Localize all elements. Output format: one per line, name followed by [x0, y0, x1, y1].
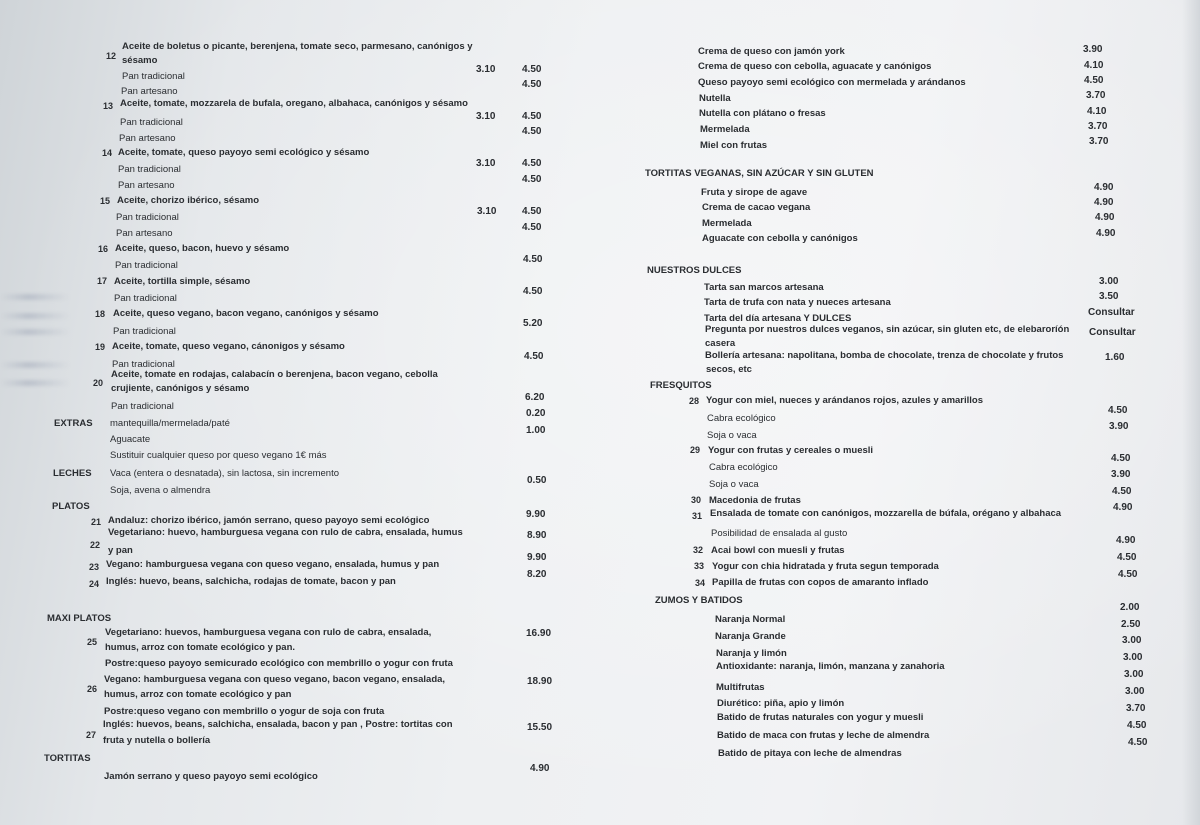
price: 4.90: [1096, 228, 1116, 239]
item-number: 31: [692, 511, 703, 521]
item-description: Aceite, tomate, mozzarela de bufala, oregano, albahaca, canónigos y sésamo: [120, 98, 468, 109]
price: 9.90: [526, 509, 546, 520]
price: 3.10: [476, 158, 496, 169]
item-description: Macedonia de frutas: [709, 495, 801, 506]
price: 4.50: [1111, 453, 1131, 464]
section-heading-leches: LECHES: [53, 468, 92, 479]
item-description: Aceite, queso vegano, bacon vegano, canónigos y sésamo: [113, 308, 379, 319]
bread-option: Pan artesano: [119, 133, 176, 144]
item-number: 21: [91, 517, 102, 527]
price: 4.90: [530, 763, 550, 774]
price: 4.50: [1084, 75, 1104, 86]
item-description: Mermelada: [700, 124, 750, 135]
bread-option: Pan tradicional: [116, 212, 179, 223]
price: 3.00: [1099, 276, 1119, 287]
item-description: Yogur con miel, nueces y arándanos rojos, azules y amarillos: [706, 395, 984, 406]
item-description: Naranja Normal: [715, 614, 786, 625]
section-heading-zumos-batidos: ZUMOS Y BATIDOS: [655, 595, 743, 606]
bread-option: Pan tradicional: [113, 326, 176, 337]
bread-option: Pan tradicional: [115, 260, 178, 271]
price: 9.90: [527, 552, 547, 563]
item-number: 30: [691, 495, 702, 505]
price: 4.50: [1118, 569, 1138, 580]
price: 4.50: [1117, 552, 1137, 563]
price: 3.90: [1109, 421, 1129, 432]
item-number: 34: [695, 578, 706, 588]
item-description: Antioxidante: naranja, limón, manzana y zanahoria: [716, 661, 945, 672]
bread-option: Pan tradicional: [111, 401, 174, 412]
item-description: Aceite de boletus o picante, berenjena, tomate seco, parmesano, canónigos y: [122, 41, 473, 52]
item-description: Papilla de frutas con copos de amaranto inflado: [712, 577, 929, 588]
price: 15.50: [527, 722, 553, 733]
item-description: secos, etc: [706, 364, 752, 375]
item-description: Yogur con chia hidratada y fruta segun temporada: [712, 561, 939, 572]
item-description: Vegano: hamburguesa vegana con queso vegano, bacon vegano, ensalada,: [104, 674, 446, 685]
price: 5.20: [523, 318, 543, 329]
item-number: 12: [106, 51, 117, 61]
item-description: Nutella: [699, 93, 731, 104]
item-description: Andaluz: chorizo ibérico, jamón serrano, queso payoyo semi ecológico: [108, 515, 430, 526]
item-description: Batido de maca con frutas y leche de almendra: [717, 730, 930, 741]
bread-option: Pan tradicional: [114, 293, 177, 304]
price: 4.50: [522, 64, 542, 75]
price: 2.00: [1120, 602, 1140, 613]
bleed-through-mark: [0, 362, 70, 368]
price: 3.00: [1123, 652, 1143, 663]
bleed-through-mark: [0, 294, 70, 300]
price: 4.90: [1094, 197, 1114, 208]
item-description: Crema de queso con jamón york: [698, 46, 845, 57]
item-number: 20: [93, 378, 104, 388]
item-description: Vegetariano: huevo, hamburguesa vegana con rulo de cabra, ensalada, humus: [108, 527, 463, 538]
item-number: 15: [100, 196, 111, 206]
item-description: Yogur con frutas y cereales o muesli: [708, 445, 874, 456]
item-description: Batido de pitaya con leche de almendras: [718, 748, 902, 759]
item-description: y pan: [108, 545, 133, 556]
section-heading-extras: EXTRAS: [54, 418, 93, 429]
item-number: 17: [97, 276, 108, 286]
bread-option: Pan tradicional: [120, 117, 183, 128]
milk-option: Vaca (entera o desnatada), sin lactosa, sin incremento: [110, 468, 340, 479]
price: 4.50: [522, 126, 542, 137]
item-description: Queso payoyo semi ecológico con mermelada y arándanos: [698, 77, 966, 88]
milk-option: Soja, avena o almendra: [110, 485, 211, 496]
price: 4.90: [1116, 535, 1136, 546]
item-description: Naranja y limón: [716, 648, 787, 659]
price: 4.50: [1112, 486, 1132, 497]
sub-option: Cabra ecológico: [707, 413, 776, 424]
item-number: 22: [90, 540, 101, 550]
item-number: 24: [89, 579, 100, 589]
price: 4.50: [523, 286, 543, 297]
item-description: casera: [705, 338, 736, 349]
item-description: sésamo: [122, 55, 158, 66]
price: 18.90: [527, 676, 553, 687]
item-description: Mermelada: [702, 218, 752, 229]
price: 4.50: [522, 174, 542, 185]
price: 0.20: [526, 408, 546, 419]
item-description: Crema de queso con cebolla, aguacate y canónigos: [698, 61, 932, 72]
price: 3.00: [1124, 669, 1144, 680]
item-description: Naranja Grande: [715, 631, 786, 642]
item-description: Aceite, chorizo ibérico, sésamo: [117, 195, 260, 206]
item-description: Inglés: huevo, beans, salchicha, rodajas de tomate, bacon y pan: [106, 576, 396, 587]
price: 1.60: [1105, 352, 1125, 363]
price: 4.50: [522, 111, 542, 122]
item-description: Postre:queso payoyo semicurado ecológico con membrillo o yogur con fruta: [105, 658, 453, 669]
item-description: crujiente, canónigos y sésamo: [111, 383, 250, 394]
item-number: 28: [689, 396, 700, 406]
price: 4.50: [522, 79, 542, 90]
price: 2.50: [1121, 619, 1141, 630]
item-number: 26: [87, 684, 98, 694]
item-description: Tarta de trufa con nata y nueces artesana: [704, 297, 891, 308]
item-description: Postre:queso vegano con membrillo o yogur de soja con fruta: [104, 706, 385, 717]
item-description: Nutella con plátano o fresas: [699, 108, 826, 119]
item-description: Aceite, tortilla simple, sésamo: [114, 276, 251, 287]
price: 4.50: [522, 222, 542, 233]
item-description: Bollería artesana: napolitana, bomba de chocolate, trenza de chocolate y frutos: [705, 350, 1064, 361]
item-description: Multifrutas: [716, 682, 765, 693]
price: 4.10: [1087, 106, 1107, 117]
price: Consultar: [1088, 307, 1135, 318]
price: 3.70: [1088, 121, 1108, 132]
item-number: 19: [95, 342, 106, 352]
bread-option: Pan tradicional: [112, 359, 175, 370]
item-description: Diurético: piña, apio y limón: [717, 698, 845, 709]
item-description: humus, arroz con tomate ecológico y pan.: [105, 642, 296, 653]
item-description: Fruta y sirope de agave: [701, 187, 808, 198]
item-description: Ensalada de tomate con canónigos, mozzarella de búfala, orégano y albahaca: [710, 508, 1062, 519]
price: 4.50: [523, 254, 543, 265]
section-heading-tortitas: TORTITAS: [44, 753, 91, 764]
item-number: 32: [693, 545, 704, 555]
item-description: Acai bowl con muesli y frutas: [711, 545, 845, 556]
price: 3.10: [477, 206, 497, 217]
price: 1.00: [526, 425, 546, 436]
price: 4.90: [1094, 182, 1114, 193]
price: 3.70: [1089, 136, 1109, 147]
item-description: Miel con frutas: [700, 140, 768, 151]
extra-item: mantequilla/mermelada/paté: [110, 418, 230, 429]
price: 0.50: [527, 475, 547, 486]
item-description: Batido de frutas naturales con yogur y muesli: [717, 712, 924, 723]
price: 4.50: [524, 351, 544, 362]
price: 3.90: [1083, 44, 1103, 55]
item-description: Tarta del día artesana Y DULCES: [704, 313, 852, 324]
item-description: Aceite, tomate, queso payoyo semi ecológico y sésamo: [118, 147, 370, 158]
extra-item: Aguacate: [110, 434, 151, 445]
item-number: 23: [89, 562, 100, 572]
price: 3.00: [1125, 686, 1145, 697]
price: 4.50: [1127, 720, 1147, 731]
price: 3.70: [1086, 90, 1106, 101]
bleed-through-mark: [0, 380, 70, 386]
bread-option: Pan tradicional: [122, 71, 185, 82]
item-description: Vegano: hamburguesa vegana con queso vegano, ensalada, humus y pan: [106, 559, 440, 570]
item-number: 14: [102, 148, 113, 158]
item-number: 25: [87, 637, 98, 647]
item-description: fruta y nutella o bollería: [103, 735, 211, 746]
item-description: Aceite, tomate, queso vegano, cánonigos y sésamo: [112, 341, 345, 352]
price: 3.50: [1099, 291, 1119, 302]
item-number: 16: [98, 244, 109, 254]
price: 6.20: [525, 392, 545, 403]
bread-option: Pan artesano: [116, 228, 173, 239]
item-number: 27: [86, 730, 97, 740]
price: 4.50: [522, 158, 542, 169]
item-description: Pregunta por nuestros dulces veganos, sin azúcar, sin gluten etc, de elebaroríón: [705, 324, 1070, 335]
price: 4.90: [1113, 502, 1133, 513]
item-description: Crema de cacao vegana: [702, 202, 811, 213]
bread-option: Pan artesano: [121, 86, 178, 97]
price: 8.90: [527, 530, 547, 541]
bleed-through-mark: [0, 313, 70, 319]
item-description: humus, arroz con tomate ecológico y pan: [104, 689, 292, 700]
price: 3.70: [1126, 703, 1146, 714]
sub-option: Soja o vaca: [709, 479, 759, 490]
price: 3.90: [1111, 469, 1131, 480]
bread-option: Pan tradicional: [118, 164, 181, 175]
price: Consultar: [1089, 327, 1136, 338]
extra-item: Sustituir cualquier queso por queso vegano 1€ más: [110, 450, 327, 461]
section-heading-maxi-platos: MAXI PLATOS: [47, 613, 112, 624]
section-heading-platos: PLATOS: [52, 501, 90, 512]
sub-option: Posibilidad de ensalada al gusto: [711, 528, 848, 539]
sub-option: Soja o vaca: [707, 430, 757, 441]
item-description: Vegetariano: huevos, hamburguesa vegana con rulo de cabra, ensalada,: [105, 627, 432, 638]
price: 4.90: [1095, 212, 1115, 223]
price: 3.10: [476, 111, 496, 122]
section-heading-tortitas-veganas: TORTITAS VEGANAS, SIN AZÚCAR Y SIN GLUTEN: [645, 168, 874, 179]
item-description: Jamón serrano y queso payoyo semi ecológico: [104, 771, 318, 782]
item-description: Aceite, queso, bacon, huevo y sésamo: [115, 243, 290, 254]
item-number: 29: [690, 445, 701, 455]
bleed-through-mark: [0, 329, 70, 335]
item-number: 13: [103, 101, 114, 111]
bread-option: Pan artesano: [118, 180, 175, 191]
item-description: Aceite, tomate en rodajas, calabacín o berenjena, bacon vegano, cebolla: [111, 369, 438, 380]
price: 4.50: [522, 206, 542, 217]
price: 4.10: [1084, 60, 1104, 71]
price: 3.00: [1122, 635, 1142, 646]
price: 4.50: [1128, 737, 1148, 748]
item-description: Inglés: huevos, beans, salchicha, ensalada, bacon y pan , Postre: tortitas con: [103, 719, 453, 730]
item-description: Tarta san marcos artesana: [704, 282, 824, 293]
price: 8.20: [527, 569, 547, 580]
section-heading-nuestros-dulces: NUESTROS DULCES: [647, 265, 742, 276]
price: 16.90: [526, 628, 552, 639]
price: 4.50: [1108, 405, 1128, 416]
item-description: Aguacate con cebolla y canónigos: [702, 233, 858, 244]
paper-edge: [1182, 0, 1200, 825]
item-number: 18: [95, 309, 106, 319]
price: 3.10: [476, 64, 496, 75]
item-number: 33: [694, 561, 705, 571]
sub-option: Cabra ecológico: [709, 462, 778, 473]
section-heading-fresquitos: FRESQUITOS: [650, 380, 712, 391]
